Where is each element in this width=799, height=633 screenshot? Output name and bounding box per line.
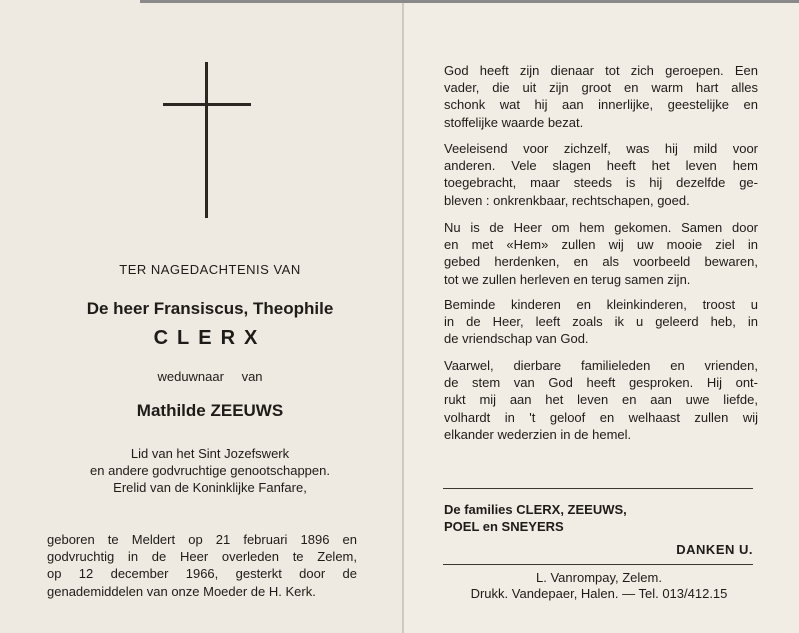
divider xyxy=(443,488,753,489)
text-line: de stem van God heeft gesproken. Hij ont- xyxy=(444,375,758,391)
paragraph-4 xyxy=(444,296,758,348)
text-line: schonk wat hij aan innerlijke, geestelijke en xyxy=(444,97,758,113)
families-line: De families CLERX, ZEEUWS, xyxy=(444,502,627,517)
organization-line: Lid van het Sint Jozefswerk xyxy=(130,446,290,461)
text-line: God heeft zijn dienaar tot zich geroepen. Een xyxy=(444,63,758,78)
text-line: genademiddelen van onze Moeder de H. Kerk. xyxy=(47,583,316,599)
text-line: de vriendschap van God. xyxy=(444,331,589,347)
printer-line: Drukk. Vandepaer, Halen. — Tel. 013/412.15 xyxy=(470,586,728,601)
text-line: volhardt in 't geloof en welhaast zullen wij xyxy=(444,409,758,425)
text-line: Veeleisend voor zichzelf, was hij mild voor xyxy=(444,141,758,156)
text-line: elkander wederzien in de hemel. xyxy=(444,426,632,442)
spouse-name: Mathilde ZEEUWS xyxy=(136,401,284,420)
relation-text: weduwnaar van xyxy=(157,369,263,384)
text-line: gebed herdenken, en als voorbeeld bewaren, xyxy=(444,254,758,270)
text-line: in de Heer, leeft zoals ik u geleerd heb, in xyxy=(444,314,758,330)
divider xyxy=(443,564,753,565)
text-line: vader, die uit zijn groot en warm hart alles xyxy=(444,80,758,96)
paragraph-5 xyxy=(444,357,758,443)
memory-heading: TER NAGEDACHTENIS VAN xyxy=(119,262,301,277)
text-line: anderen. Vele slagen heeft het leven hem xyxy=(444,158,758,174)
printer-line: L. Vanrompay, Zelem. xyxy=(536,570,662,585)
deceased-surname: CLERX xyxy=(153,327,267,349)
text-line: rukt mij aan het leven en aan uwe liefde, xyxy=(444,392,758,408)
card-fold xyxy=(402,0,404,633)
text-line: Beminde kinderen en kleinkinderen, troost u xyxy=(444,297,758,312)
text-line: geboren te Meldert op 21 februari 1896 en xyxy=(47,532,357,547)
text-line: Nu is de Heer om hem gekomen. Samen door xyxy=(444,220,758,235)
text-line: toegebracht, maar steeds is hij dezelfde ge- xyxy=(444,175,758,191)
birth-death-paragraph xyxy=(47,531,357,600)
families-line: POEL en SNEYERS xyxy=(444,519,564,534)
top-edge xyxy=(140,0,799,3)
text-line: en met «Hem» zullen wij uw mooie ziel in xyxy=(444,237,758,253)
text-line: godvruchtig in de Heer overleden te Zelem, xyxy=(47,549,357,565)
text-line: Vaarwel, dierbare familieleden en vrienden, xyxy=(444,358,758,373)
deceased-title: De heer Fransiscus, Theophile xyxy=(86,299,334,318)
text-line: tot we zullen herleven en terug samen zijn. xyxy=(444,271,691,287)
text-line: op 12 december 1966, gesterkt door de xyxy=(47,566,357,582)
paragraph-2 xyxy=(444,140,758,209)
thanks-text: DANKEN U. xyxy=(676,542,753,557)
paragraph-1 xyxy=(444,62,758,131)
text-line: bleven : onkrenkbaar, rechtschapen, goed. xyxy=(444,192,690,208)
organization-line: en andere godvruchtige genootschappen. xyxy=(90,463,330,478)
paragraph-3 xyxy=(444,219,758,288)
organization-line: Erelid van de Koninklijke Fanfare, xyxy=(113,480,307,495)
text-line: stoffelijke waarde bezat. xyxy=(444,114,584,130)
